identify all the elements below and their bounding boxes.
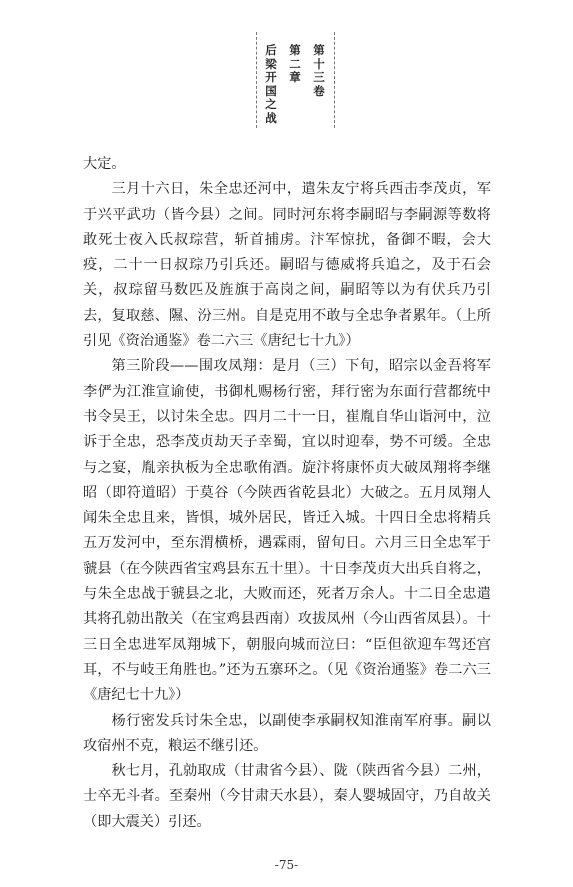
paragraph: 秋七月，孔勍取成（甘肃省今县）、陇（陕西省今县）二州，士卒无斗者。至秦州（今甘肃天水县），秦人婴城固守，乃自故关（即大震关）引还。: [83, 763, 491, 830]
paragraph: 第三阶段——围攻凤翔：是月（三）下旬，昭宗以金吾将军李俨为江淮宣谕使，书御札赐杨行密，拜行密为东面行营都统中书令吴王，以讨朱全忠。四月二十一日，崔胤自华山诣河中，泣诉于全忠，恐李茂贞劫天子幸蜀，宜以时迎奉，势不可缓。全忠与之宴，胤亲执板为全忠歌侑酒。旋汴将康怀贞大破凤翔将李继昭（即符道昭）于莫谷（今陕西省乾县北）大破之。五月凤翔人闻朱全忠且来，皆惧，城外居民，皆迁入城。十四日全忠将精兵五万发河中，至东渭横桥，遇霖雨，留旬日。六月三日全忠军于虢县（在今陕西省宝鸡县东五十里）。十日李茂贞大出兵自将之，与朱全忠战于虢县之北，大败而还，死者万余人。十二日全忠遣其将孔勍出散关（在宝鸡县西南）攻拔凤州（今山西省凤县）。十三日全忠进军凤翔城下，朝服向城而泣曰：“臣但欲迎车驾还宫耳，不与岐王角胜也。”还为五寨环之。（见《资治通鉴》卷二六三《唐纪七十九》）: [83, 358, 491, 704]
header-box: [250, 8, 340, 134]
paragraph: 三月十六日，朱全忠还河中，遣朱友宁将兵西击李茂贞，军于兴平武功（皆今县）之间。同时河东将李嗣昭与李嗣源等数将敢死士夜入氏叔琮营，斩首捕虏。汴军惊扰，备御不暇，会大疫，二十一日叔琮乃引兵还。嗣昭与德威将兵追之，及于石会关，叔琮留马数匹及旌旗于高岗之间，嗣昭等以为有伏兵乃引去，复取慈、隰、汾三州。自是克用不敢与全忠争者累年。（上所引见《资治通鉴》卷二六三《唐纪七十九》）: [83, 181, 491, 350]
page-body: [83, 152, 491, 835]
header-volume: 第十三卷: [313, 43, 325, 98]
header-divider-left: [256, 32, 257, 128]
header-divider-right: [334, 32, 335, 128]
header-section-title: 后梁开国之战: [265, 43, 277, 125]
paragraph: 杨行密发兵讨朱全忠，以副使李承嗣权知淮南军府事。嗣以攻宿州不克，粮运不继引还。: [83, 712, 491, 754]
running-header: [0, 8, 573, 134]
page-number: -75-: [274, 858, 299, 872]
header-chapter: 第二章: [289, 43, 301, 84]
paragraph-continued: 大定。: [83, 156, 126, 172]
